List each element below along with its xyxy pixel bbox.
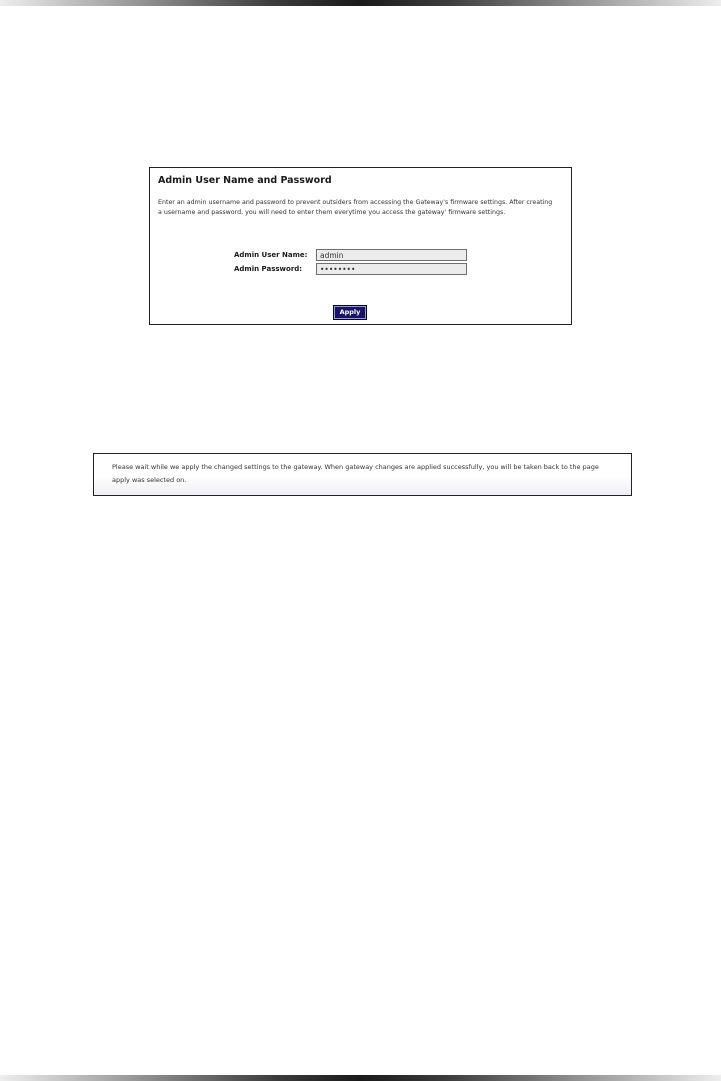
admin-credentials-panel xyxy=(149,167,572,325)
status-message-text: Please wait while we apply the changed settings to the gateway. When gateway changes are applied successfully, you will be taken back to the page apply was selected on. xyxy=(112,463,599,484)
admin-password-input[interactable] xyxy=(316,263,467,275)
panel-description: Enter an admin username and password to prevent outsiders from accessing the Gateway's firmware settings. After creating a username and password, you will need to enter them everytime you access the gateway' firmware settings. xyxy=(158,199,553,216)
admin-username-input[interactable] xyxy=(316,249,467,261)
panel-title: Admin User Name and Password xyxy=(158,175,332,186)
status-message-box xyxy=(93,453,632,496)
apply-button[interactable]: Apply xyxy=(334,306,366,319)
admin-password-label: Admin Password: xyxy=(234,265,303,273)
bottom-decorative-bar xyxy=(0,1075,721,1081)
admin-username-label: Admin User Name: xyxy=(234,251,308,259)
top-decorative-bar xyxy=(0,0,721,6)
